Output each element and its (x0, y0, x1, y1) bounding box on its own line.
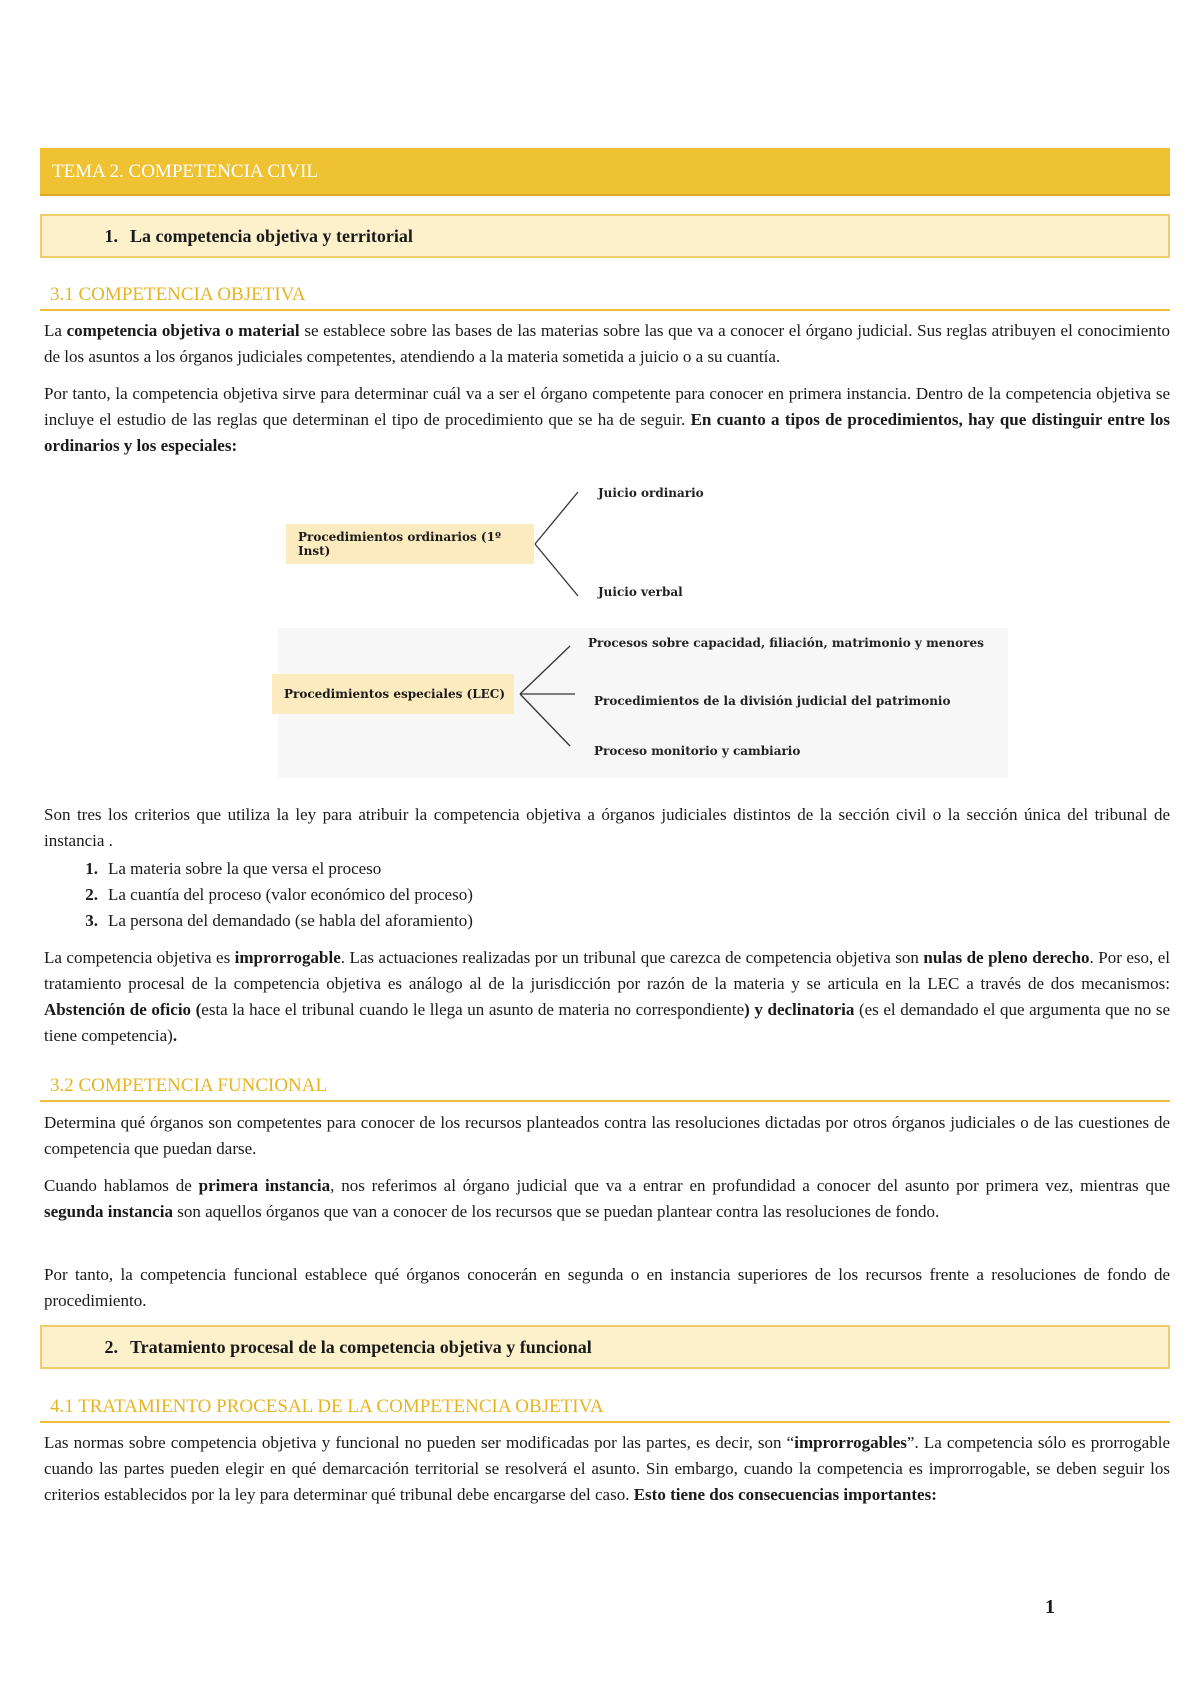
list-item: 1. La materia sobre la que versa el proceso (85, 859, 382, 878)
subheading-3-1: 3.1 COMPETENCIA OBJETIVA (40, 284, 1170, 311)
connector-juicio-ordinario (535, 492, 578, 544)
page-number: 1 (1045, 1596, 1055, 1618)
chapter-banner (40, 148, 1170, 196)
paragraph-competencia-objetiva: La competencia objetiva o material se establece sobre las bases de las materias sobre las que va a conocer el órgano judicial. Sus reglas atribuyen el conocimiento de los asuntos a los órganos judiciales competentes, atendiendo a la materia sometida a juicio o a su cuantía. (44, 321, 1170, 366)
especiales-box: Procedimientos especiales (LEC) (272, 674, 514, 714)
section-number: 2. (104, 1337, 118, 1357)
list-item: 2. La cuantía del proceso (valor económico del proceso) (85, 885, 473, 904)
ordinarios-box: Procedimientos ordinarios (1º Inst) (286, 524, 534, 564)
diagram-connectors (230, 478, 1020, 778)
section-heading-2 (40, 1325, 1170, 1369)
section-title: La competencia objetiva y territorial (130, 226, 413, 246)
branch-procesos-capacidad: Procesos sobre capacidad, filiación, matrimonio y menores (588, 636, 984, 650)
subheading-4-1: 4.1 TRATAMIENTO PROCESAL DE LA COMPETENCIA OBJETIVA (40, 1396, 1170, 1423)
paragraph-improrrogable: La competencia objetiva es improrrogable. Las actuaciones realizadas por un tribunal que carezca de competencia objetiva son nulas de pleno derecho. Por eso, el tratamiento procesal de la competencia objetiva es análogo al de la jurisdicción por razón de la materia y se articula en la LEC a través de dos mecanismos: Abstención de oficio (esta la hace el tribunal cuando le llega un asunto de materia no correspondiente) y declinatoria (es el demandado el que argumenta que no se tiene competencia). (44, 948, 1171, 1045)
branch-juicio-ordinario: Juicio ordinario (598, 486, 704, 500)
paragraph-tratamiento: Las normas sobre competencia objetiva y funcional no pueden ser modificadas por las partes, es decir, son “improrrogables”. La competencia sólo es prorrogable cuando las partes pueden elegir en qué demarcación territorial se resolverá el asunto. Sin embargo, cuando la competencia es improrrogable, se deben seguir los criterios establecidos por la ley para determinar qué tribunal debe encargarse del caso. Esto tiene dos consecuencias importantes: (44, 1433, 1170, 1504)
procedures-diagram (230, 478, 1020, 778)
chapter-title: TEMA 2. COMPETENCIA CIVIL (52, 161, 318, 182)
section-title: Tratamiento procesal de la competencia objetiva y funcional (130, 1337, 592, 1357)
criterios-list (44, 856, 1144, 934)
paragraph-criterios-intro: Son tres los criterios que utiliza la ley para atribuir la competencia objetiva a órganos judiciales distintos de la sección civil o la sección única del tribunal de instancia . (44, 805, 1170, 850)
connector-juicio-verbal (535, 544, 578, 596)
section-number: 1. (104, 226, 118, 246)
section-heading-1 (40, 214, 1170, 258)
branch-proceso-monitorio: Proceso monitorio y cambiario (594, 744, 801, 758)
branch-juicio-verbal: Juicio verbal (598, 585, 683, 599)
paragraph-funcional-def: Determina qué órganos son competentes para conocer de los recursos planteados contra las resoluciones dictadas por otros órganos judiciales o de las cuestiones de competencia que puedan darse. (44, 1113, 1170, 1158)
list-item: 3. La persona del demandado (se habla del aforamiento) (85, 911, 473, 930)
paragraph-instancias: Cuando hablamos de primera instancia, nos referimos al órgano judicial que va a entrar en profundidad a conocer del asunto por primera vez, mientras que segunda instancia son aquellos órganos que van a conocer de los recursos que se puedan plantear contra las resoluciones de fondo. (44, 1176, 1170, 1221)
paragraph-tipos-procedimiento: Por tanto, la competencia objetiva sirve para determinar cuál va a ser el órgano competente para conocer en primera instancia. Dentro de la competencia objetiva se incluye el estudio de las reglas que determinan el tipo de procedimiento que se ha de seguir. En cuanto a tipos de procedimientos, hay que distinguir entre los ordinarios y los especiales: (44, 384, 1170, 455)
branch-division-patrimonio: Procedimientos de la división judicial del patrimonio (594, 694, 951, 708)
paragraph-funcional-conclusion: Por tanto, la competencia funcional establece qué órganos conocerán en segunda o en instancia superiores de los recursos frente a resoluciones de fondo de procedimiento. (44, 1265, 1170, 1310)
subheading-3-2: 3.2 COMPETENCIA FUNCIONAL (40, 1075, 1170, 1102)
